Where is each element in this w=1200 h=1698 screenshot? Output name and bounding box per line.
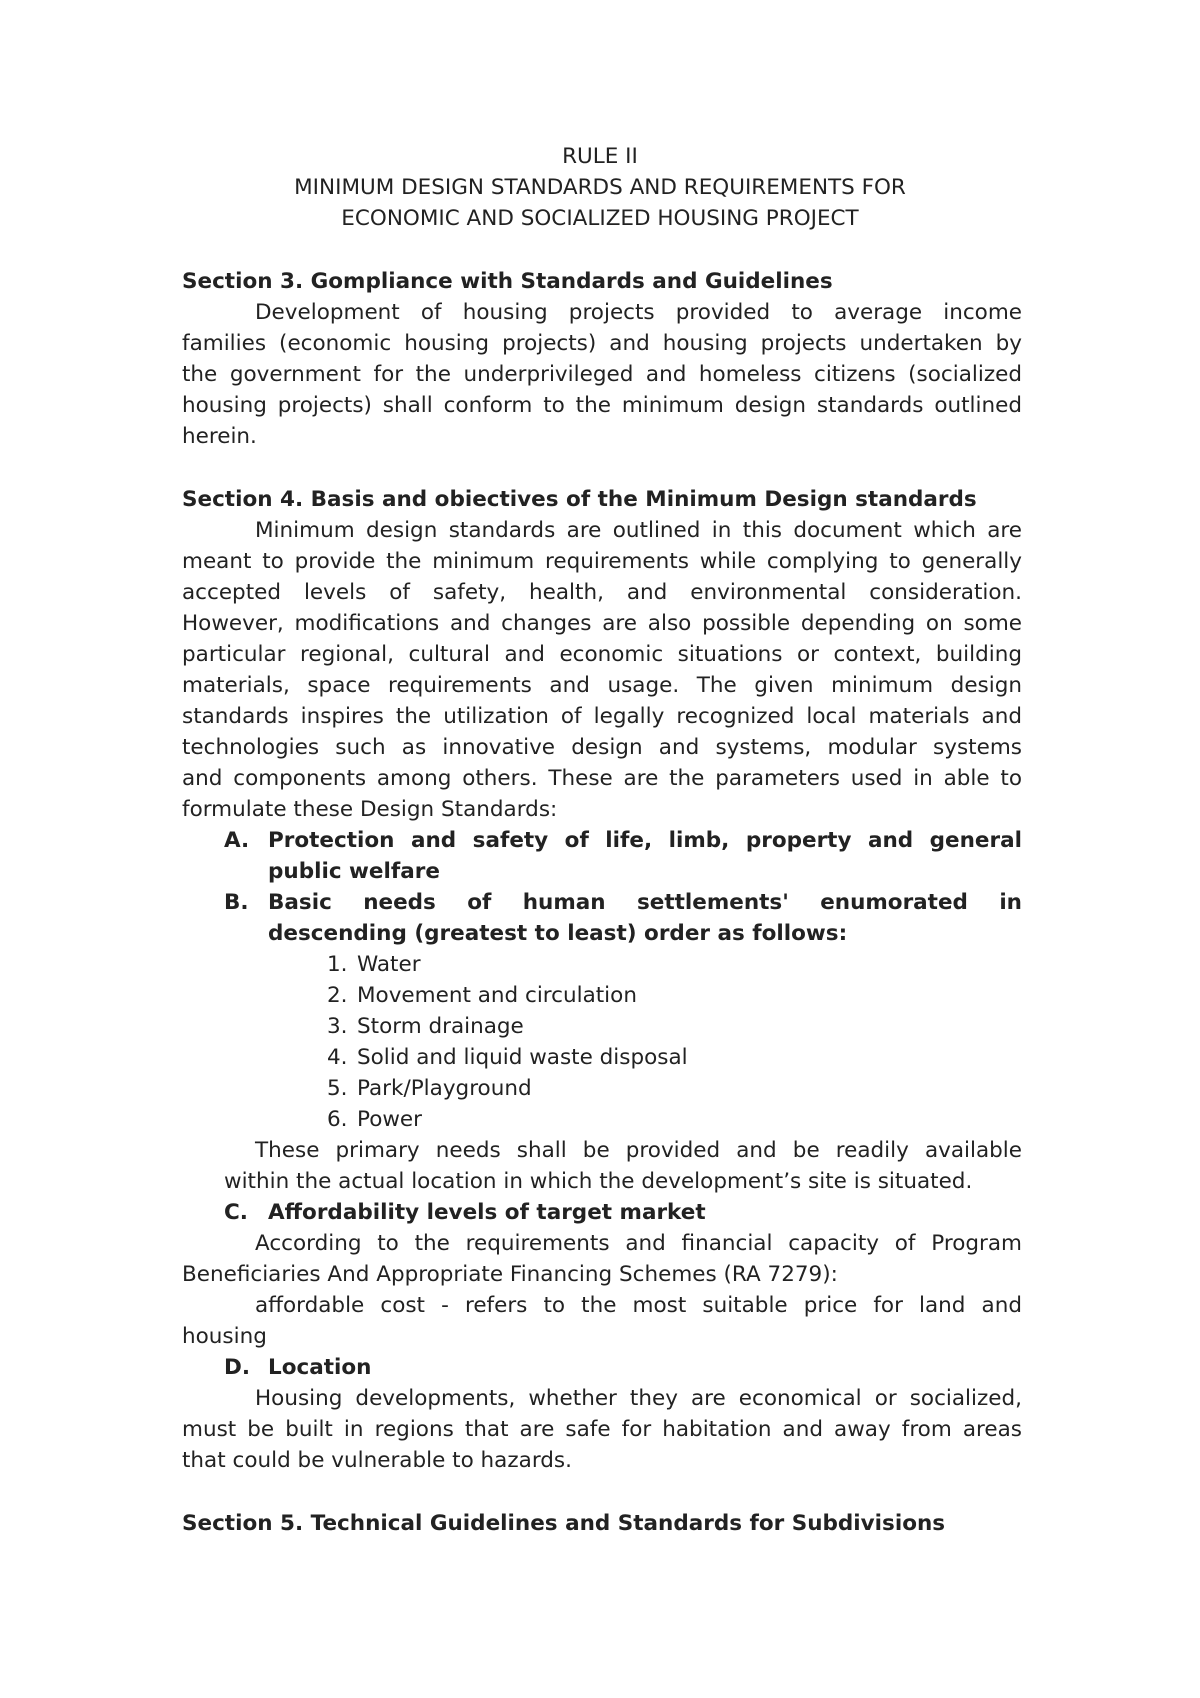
section-4-text-line: materials, space requirements and usage. The given minimum design [182, 673, 1022, 698]
need-item: Power [357, 1107, 423, 1132]
item-d-line: must be built in regions that are safe for habitation and away from areas [182, 1417, 1022, 1442]
section-4-text-line: However, modifications and changes are also possible depending on some [182, 611, 1022, 636]
section-3-text-line: the government for the underprivileged and homeless citizens (socialized [182, 362, 1022, 387]
section-3-text-line: Development of housing projects provided to average income [255, 300, 1022, 325]
item-c-line: housing [182, 1324, 267, 1349]
need-item: Water [357, 952, 421, 977]
item-c-line: According to the requirements and financial capacity of Program [255, 1231, 1022, 1256]
section-4-text-line: technologies such as innovative design and systems, modular systems [182, 735, 1022, 760]
need-number: 4. [327, 1045, 348, 1070]
item-c-heading: Affordability levels of target market [268, 1200, 706, 1225]
need-item: Solid and liquid waste disposal [357, 1045, 688, 1070]
section-3-text-line: housing projects) shall conform to the minimum design standards outlined [182, 393, 1022, 418]
need-item: Storm drainage [357, 1014, 524, 1039]
list-marker-c: C. [224, 1200, 248, 1225]
item-b-line: descending (greatest to least) order as follows: [268, 921, 848, 946]
item-d-heading: Location [268, 1355, 372, 1380]
need-item: Park/Playground [357, 1076, 532, 1101]
section-4-text-line: formulate these Design Standards: [182, 797, 558, 822]
need-item: Movement and circulation [357, 983, 637, 1008]
section-5-heading: Section 5. Technical Guidelines and Standards for Subdivisions [182, 1511, 946, 1536]
need-number: 2. [327, 983, 348, 1008]
section-4-text-line: particular regional, cultural and economic situations or context, building [182, 642, 1022, 667]
need-number: 1. [327, 952, 348, 977]
item-d-line: that could be vulnerable to hazards. [182, 1448, 572, 1473]
section-4-text-line: standards inspires the utilization of legally recognized local materials and [182, 704, 1022, 729]
need-number: 6. [327, 1107, 348, 1132]
rule-number: RULE II [562, 144, 638, 169]
section-3-text-line: herein. [182, 424, 257, 449]
item-c-line: affordable cost - refers to the most suitable price for land and [255, 1293, 1022, 1318]
item-d-line: Housing developments, whether they are economical or socialized, [255, 1386, 1022, 1411]
rule-title-line-1: MINIMUM DESIGN STANDARDS AND REQUIREMENTS FOR [294, 175, 906, 200]
section-3-heading: Section 3. Gompliance with Standards and Guidelines [182, 269, 833, 294]
item-b-line: Basic needs of human settlements' enumorated in [268, 890, 1022, 915]
section-4-text-line: meant to provide the minimum requirements while complying to generally [182, 549, 1022, 574]
list-marker-d: D. [224, 1355, 251, 1380]
list-marker-a: A. [224, 828, 250, 853]
need-number: 5. [327, 1076, 348, 1101]
item-b-after-line: These primary needs shall be provided and be readily available [255, 1138, 1022, 1163]
need-number: 3. [327, 1014, 348, 1039]
item-c-line: Beneficiaries And Appropriate Financing Schemes (RA 7279): [182, 1262, 838, 1287]
item-a-line: Protection and safety of life, limb, property and general [268, 828, 1022, 853]
section-4-text-line: accepted levels of safety, health, and environmental consideration. [182, 580, 1022, 605]
item-a-line: public welfare [268, 859, 440, 884]
section-4-text-line: Minimum design standards are outlined in this document which are [255, 518, 1022, 543]
rule-title-line-2: ECONOMIC AND SOCIALIZED HOUSING PROJECT [341, 206, 859, 231]
section-3-text-line: families (economic housing projects) and housing projects undertaken by [182, 331, 1022, 356]
item-b-after-line: within the actual location in which the development’s site is situated. [224, 1169, 973, 1194]
list-marker-b: B. [224, 890, 249, 915]
section-4-heading: Section 4. Basis and obiectives of the Minimum Design standards [182, 487, 977, 512]
section-4-text-line: and components among others. These are the parameters used in able to [182, 766, 1022, 791]
